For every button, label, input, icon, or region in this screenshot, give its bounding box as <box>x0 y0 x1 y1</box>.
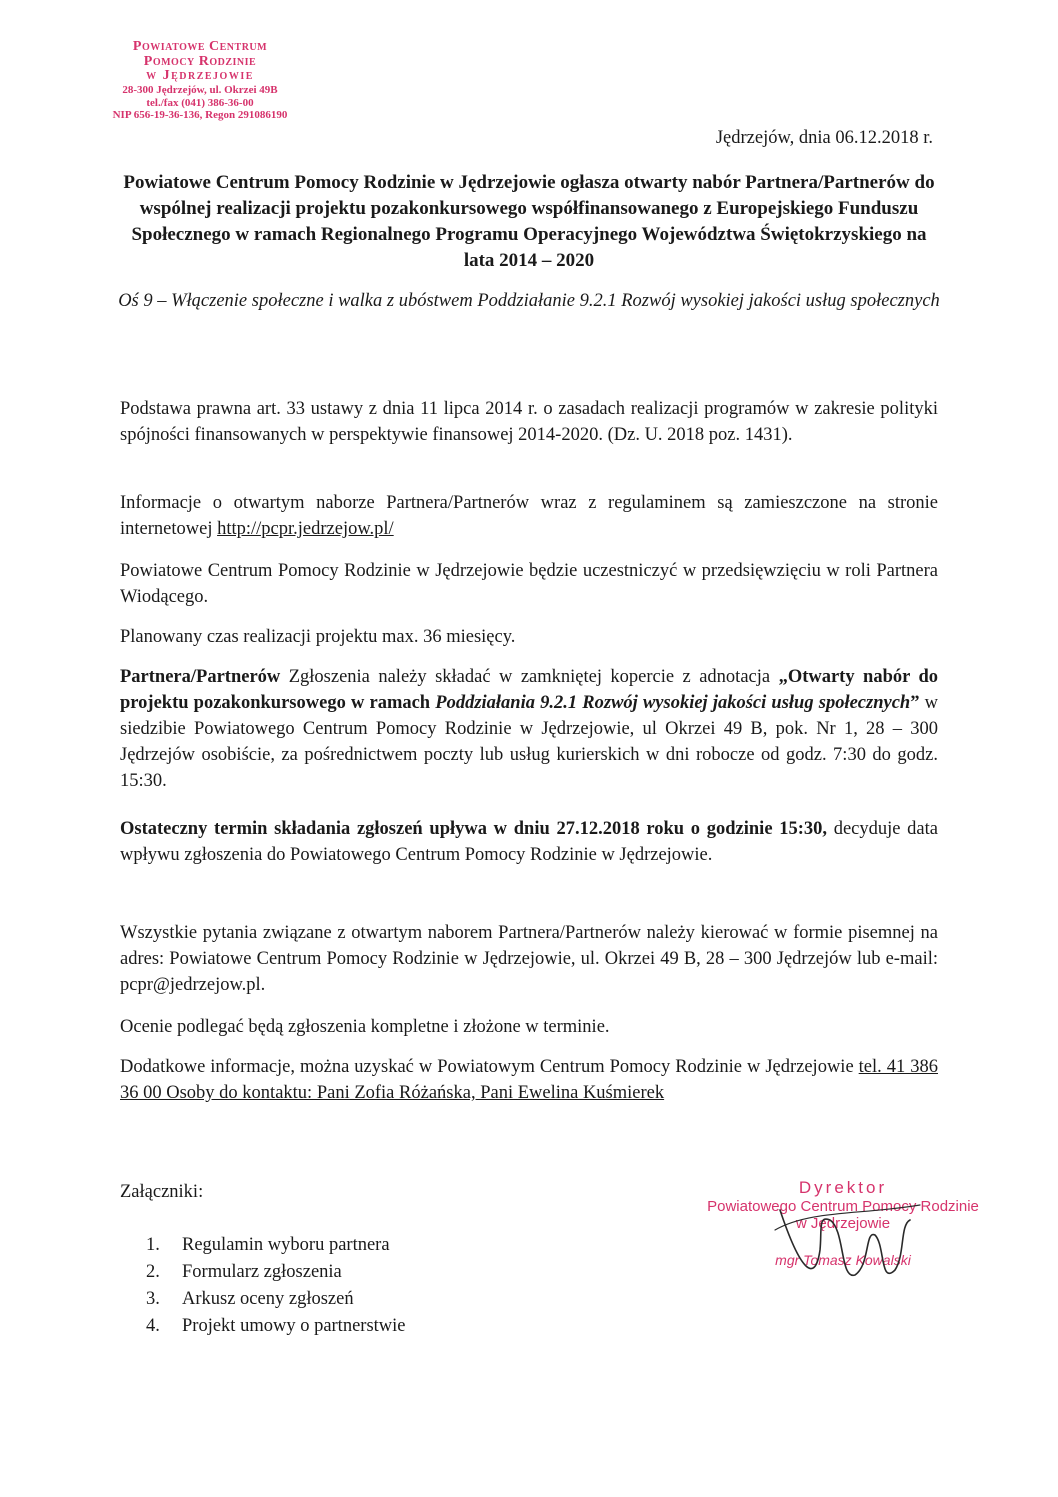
office-stamp <box>80 40 320 122</box>
attachment-item <box>146 1259 406 1286</box>
attachment-number: 2. <box>146 1262 160 1282</box>
stamp-address: 28-300 Jędrzejów, ul. Okrzei 49B <box>122 84 278 97</box>
contact-text: Dodatkowe informacje, można uzyskać w Powiatowym Centrum Pomocy Rodzinie w Jędrzejowie <box>120 1057 859 1077</box>
submission-text-1: Zgłoszenia należy składać w zamkniętej kopercie z adnotacja <box>280 667 779 687</box>
submission-bold-3: ” <box>910 693 920 713</box>
attachment-number: 4. <box>146 1316 160 1336</box>
deadline-text: decyduje data wpływu zgłoszenia do Powiatowego Centrum Pomocy Rodzinie w Jędrzejowie. <box>120 819 938 865</box>
director-institution: Powiatowego Centrum Pomocy Rodzinie <box>707 1198 979 1215</box>
stamp-line-1: Powiatowe Centrum <box>132 39 268 54</box>
attachment-item <box>146 1232 406 1259</box>
paragraph-legal-basis: Podstawa prawna art. 33 ustawy z dnia 11 lipca 2014 r. o zasadach realizacji programów w zakresie polityki spójności finansowanych w perspektywie finansowej 2014-2020. (Dz. U. 2018 poz. 1431). <box>120 399 938 445</box>
stamp-line-3: w Jędrzejowie <box>146 68 254 84</box>
document-date: Jędrzejów, dnia 06.12.2018 r. <box>715 128 933 148</box>
website-link[interactable]: http://pcpr.jedrzejow.pl/ <box>217 519 394 539</box>
stamp-ids: NIP 656-19-36-136, Regon 291086190 <box>112 109 288 122</box>
document-subtitle: Oś 9 – Włączenie społeczne i walka z ubóstwem Poddziałanie 9.2.1 Rozwój wysokiej jakości usług społecznych <box>118 291 940 311</box>
handwritten-signature <box>760 1190 930 1300</box>
attachment-text: Formularz zgłoszenia <box>182 1262 342 1282</box>
attachment-number: 1. <box>146 1235 160 1255</box>
paragraph-duration: Planowany czas realizacji projektu max. 36 miesięcy. <box>120 627 516 647</box>
paragraph-lead-partner: Powiatowe Centrum Pomocy Rodzinie w Jędrzejowie będzie uczestniczyć w przedsięwzięciu w roli Partnera Wiodącego. <box>120 561 938 607</box>
document-title: Powiatowe Centrum Pomocy Rodzinie w Jędrzejowie ogłasza otwarty nabór Partnera/Partnerów do wspólnej realizacji projektu pozakonkursowego współfinansowanego z Europejskiego Funduszu Społecznego w ramach Regionalnego Programu Operacyjnego Województwa Świętokrzyskiego na lata 2014 – 2020 <box>123 172 935 271</box>
paragraph-info <box>120 490 938 542</box>
attachment-item <box>146 1313 406 1340</box>
info-text: Informacje o otwartym naborze Partnera/Partnerów wraz z regulaminem są zamieszczone na stronie internetowej <box>120 493 938 539</box>
attachment-text: Projekt umowy o partnerstwie <box>182 1316 406 1336</box>
attachment-text: Arkusz oceny zgłoszeń <box>182 1289 354 1309</box>
stamp-line-2: Pomocy Rodzinie <box>143 53 257 69</box>
paragraph-contact <box>120 1054 938 1106</box>
deadline-bold: Ostateczny termin składania zgłoszeń upływa w dniu 27.12.2018 roku o godzinie 15:30, <box>120 819 828 839</box>
attachments-list <box>146 1232 406 1340</box>
paragraph-submission <box>120 664 938 794</box>
director-location: w Jędrzejowie <box>795 1215 891 1232</box>
paragraph-evaluation: Ocenie podlegać będą zgłoszenia kompletne i złożone w terminie. <box>120 1017 610 1037</box>
contact-underlined: tel. 41 386 36 00 Osoby do kontaktu: Pani Zofia Różańska, Pani Ewelina Kuśmierek <box>120 1057 938 1103</box>
director-name: mgr Tomasz Kowalski <box>775 1252 911 1268</box>
attachments-heading: Załączniki: <box>120 1182 204 1202</box>
attachment-item <box>146 1286 406 1313</box>
submission-text-2: w siedzibie Powiatowego Centrum Pomocy Rodzinie w Jędrzejowie, ul Okrzei 49 B, pok. Nr 1, 28 – 300 Jędrzejów osobiście, za pośrednictwem poczty lub usług kurierskich w dni robocze od godz. 7:30 do godz. 15:30. <box>120 693 938 791</box>
paragraph-deadline <box>120 816 938 868</box>
attachment-text: Regulamin wyboru partnera <box>182 1235 390 1255</box>
paragraph-questions: Wszystkie pytania związane z otwartym naborem Partnera/Partnerów należy kierować w formie pisemnej na adres: Powiatowe Centrum Pomocy Rodzinie w Jędrzejowie, ul. Okrzei 49 B, 28 – 300 Jędrzejów lub e-mail: pcpr@jedrzejow.pl. <box>120 923 938 995</box>
submission-bold-1: Partnera/Partnerów <box>120 667 281 687</box>
submission-bold-2: „Otwarty nabór do projektu pozakonkursowego w ramach <box>120 667 938 713</box>
submission-bold-italic: Poddziałania 9.2.1 Rozwój wysokiej jakości usług społecznych <box>435 693 911 713</box>
director-title: Dyrektor <box>798 1178 888 1197</box>
stamp-phone: tel./fax (041) 386-36-00 <box>146 96 254 109</box>
attachment-number: 3. <box>146 1289 160 1309</box>
